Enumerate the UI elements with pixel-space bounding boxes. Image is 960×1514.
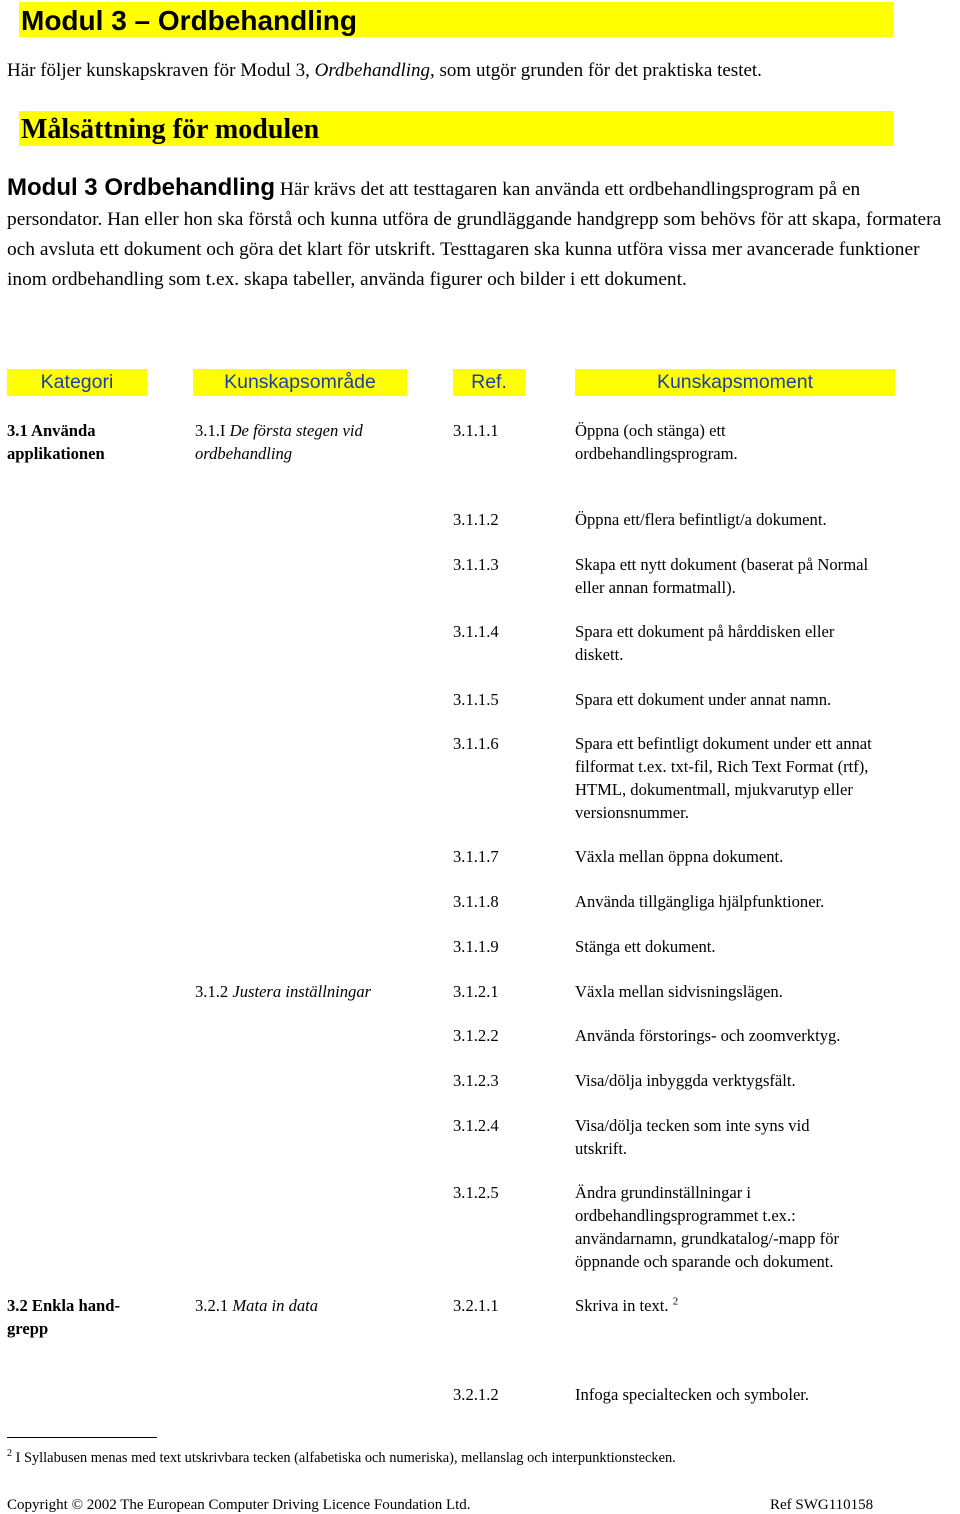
description-text: Här krävs det att testtagaren kan använda ett ordbehandlingsprogram på en persondator. Han eller hon ska förstå och kunna utföra de grundläggande handgrepp som behövs för att skapa, formatera och avsluta ett dokument och göra det klart för utskrift. Testtagaren ska kunna utföra vissa mer avancerade funktioner inom ordbehandling som t.ex. skapa tabeller, använda figurer och bilder i ett dokument.: [7, 179, 942, 290]
area-3-2-1: [195, 1294, 435, 1317]
description-lead: Modul 3 Ordbehandling: [7, 174, 275, 201]
row-text: Stänga ett dokument.: [575, 937, 716, 956]
row-text: Spara ett dokument under annat namn.: [575, 690, 832, 709]
category-label: applikationen: [7, 444, 105, 463]
header-kunskapsomrade: Kunskapsområde: [193, 369, 407, 396]
row-ref: 3.2.1.1: [453, 1296, 499, 1315]
category-3-2: [7, 1294, 147, 1340]
document-ref: Ref SWG110158: [770, 1497, 874, 1513]
row-text: Infoga specialtecken och symboler.: [575, 1385, 810, 1404]
row-text: Spara ett befintligt dokument under ett annat filformat t.ex. txt-fil, Rich Text Format (rtf), HTML, dokumentmall, mjukvarutyp eller versionsnummer.: [575, 734, 872, 822]
row-ref: 3.1.1.1: [453, 421, 499, 440]
row-ref: 3.1.1.2: [453, 510, 499, 529]
area-code: 3.2.1: [195, 1296, 229, 1315]
row-ref: 3.2.1.2: [453, 1385, 499, 1404]
row-ref: 3.1.2.4: [453, 1116, 499, 1135]
section-subtitle: Målsättning för modulen: [21, 114, 320, 145]
category-label: 3.2 Enkla hand-: [7, 1296, 120, 1315]
header-kunskapsmoment: Kunskapsmoment: [575, 369, 895, 396]
row-ref: 3.1.1.7: [453, 847, 499, 866]
row-text: Öppna (och stänga) ett ordbehandlingsprogram.: [575, 421, 738, 463]
footnote-ref: 2: [672, 1295, 679, 1308]
row-ref: 3.1.1.8: [453, 892, 499, 911]
row-text: Visa/dölja tecken som inte syns vid utskrift.: [575, 1116, 810, 1158]
row-text: [575, 1294, 895, 1317]
header-kategori: Kategori: [7, 369, 147, 396]
intro-text: [7, 60, 762, 82]
area-name: Mata in data: [228, 1296, 319, 1315]
row-ref: 3.1.1.6: [453, 734, 499, 753]
row-text: Skapa ett nytt dokument (baserat på Normal eller annan formatmall).: [575, 555, 869, 597]
title-bar: [19, 2, 893, 37]
footnote-text: I Syllabusen menas med text utskrivbara tecken (alfabetiska och numeriska), mellanslag och interpunktionstecken.: [12, 1450, 676, 1466]
row-text-content: Skriva in text.: [575, 1296, 669, 1315]
row-text: Ändra grundinställningar i ordbehandlingsprogrammet t.ex.: användarnamn, grundkatalog/-mapp för öppnande och sparande och dokument.: [575, 1183, 840, 1271]
row-ref: 3.1.2.2: [453, 1026, 499, 1045]
row-ref: 3.1.2.5: [453, 1183, 499, 1202]
row-ref: 3.1.2.3: [453, 1071, 499, 1090]
area-name: Justera inställningar: [228, 982, 372, 1001]
footnote-marker: 2: [7, 1448, 12, 1460]
intro-part: , som utgör grunden för det praktiska testet.: [430, 60, 762, 81]
row-ref: 3.1.2.1: [453, 982, 499, 1001]
row-text: Visa/dölja inbyggda verktygsfält.: [575, 1071, 796, 1090]
category-label: grepp: [7, 1319, 49, 1338]
row-text: Växla mellan sidvisningslägen.: [575, 982, 783, 1001]
row-ref: 3.1.1.3: [453, 555, 499, 574]
area-3-1-2: [195, 980, 435, 1003]
footnote-divider: [7, 1437, 157, 1438]
row-text: Använda förstorings- och zoomverktyg.: [575, 1026, 841, 1045]
row-text: Öppna ett/flera befintligt/a dokument.: [575, 510, 827, 529]
area-3-1-1: [195, 419, 400, 465]
area-code: 3.1.2: [195, 982, 229, 1001]
row-text: Använda tillgängliga hjälpfunktioner.: [575, 892, 825, 911]
area-code: 3.1.I: [195, 421, 226, 440]
row-text: Växla mellan öppna dokument.: [575, 847, 784, 866]
intro-italic: Ordbehandling: [314, 60, 431, 81]
category-label: 3.1 Använda: [7, 421, 96, 440]
area-name: De första stegen vid ordbehandling: [195, 421, 363, 463]
intro-part: Här följer kunskapskraven för Modul 3,: [7, 60, 315, 81]
footnote: [7, 1447, 676, 1469]
header-ref: Ref.: [453, 369, 525, 396]
row-ref: 3.1.1.9: [453, 937, 499, 956]
copyright: Copyright © 2002 The European Computer Driving Licence Foundation Ltd.: [7, 1497, 471, 1513]
subtitle-bar: [19, 111, 893, 146]
module-description: [7, 173, 960, 295]
category-3-1: [7, 419, 147, 465]
page-title: Modul 3 – Ordbehandling: [21, 5, 357, 36]
row-ref: 3.1.1.4: [453, 622, 499, 641]
row-ref: 3.1.1.5: [453, 690, 499, 709]
row-text: Spara ett dokument på hårddisken eller diskett.: [575, 622, 835, 664]
